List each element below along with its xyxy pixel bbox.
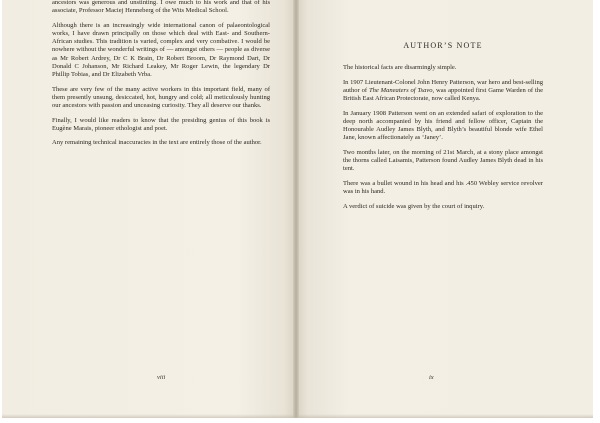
right-paragraph-2-start: In 1907 Lieutenant-Colonel John Henry Patterson, war hero and best-selling author of [343,78,543,94]
right-paragraph-2-end: , was appointed first Game Warden of the British East African Protectorate, now called Kenya. [343,87,543,103]
left-page [2,0,296,418]
book-title-maneaters: The Maneaters of Tsavo [368,87,433,94]
page-bottom-edge [2,414,593,418]
right-paragraph-5: There was a bullet wound in his head and his .450 Webley service revolver was in his hand. [343,180,543,196]
right-paragraph-1: The historical facts are disarmingly simple. [343,64,457,72]
right-page-text [343,42,543,217]
right-paragraph-4: Two months later, on the morning of 21st March, at a stony place amongst the thorns called Laisamis, Patterson found Audley James Blyth dead in his tent. [343,149,543,173]
right-paragraph-6: A verdict of suicide was given by the court of inquiry. [343,202,485,210]
book-spread [2,0,593,418]
right-page-number: ix [429,374,434,381]
left-paragraph-5: Any remaining technical inaccuracies in the text are entirely those of the author. [52,139,262,147]
right-paragraph-3: In January 1908 Patterson went on an extended safari of exploration to the deep north accompanied by his friend and fellow officer, Captain the Honourable Audley James Blyth, and Blyth’s beautiful blonde wife Ethel Jane, known affectionately as ‘Janey’. [343,109,543,142]
authors-note-heading: AUTHOR’S NOTE [403,41,483,50]
left-page-number: viii [157,374,166,381]
left-paragraph-1: ancestors was generous and unstinting. I owe much to his work and that of his associate, Professor Maciej Henneberg of the Wits Medical School. [52,0,270,15]
left-page-text [52,0,270,154]
book-gutter [293,0,299,418]
left-paragraph-3: These are very few of the many active workers in this important field, many of them presently unsung, desiccated, hot, hungry and cold; all meticulously hunting our ancestors with passion and unceasing curiosity. They all deserve our thanks. [52,85,270,110]
left-paragraph-2: Although there is an increasingly wide international canon of palaeontological works, I have drawn principally on those which deal with East- and Southern-African studies. This tradition is varied, complex and very combative. I would be nowhere without the wonderful writings of — amongst others — people as diverse as Mr Robert Ardrey, Dr C K Brain, Dr Robert Broom, Dr Raymond Dart, Dr Donald C Johanson, Mr Richard Leakey, Mr Roger Lewin, the legendary Dr Phillip Tobias, and Dr Elizabeth Vrba. [52,21,270,79]
left-paragraph-4: Finally, I would like readers to know that the presiding genius of this book is Eugène Marais, pioneer ethologist and poet. [52,116,270,132]
right-paragraph-2 [343,79,543,104]
